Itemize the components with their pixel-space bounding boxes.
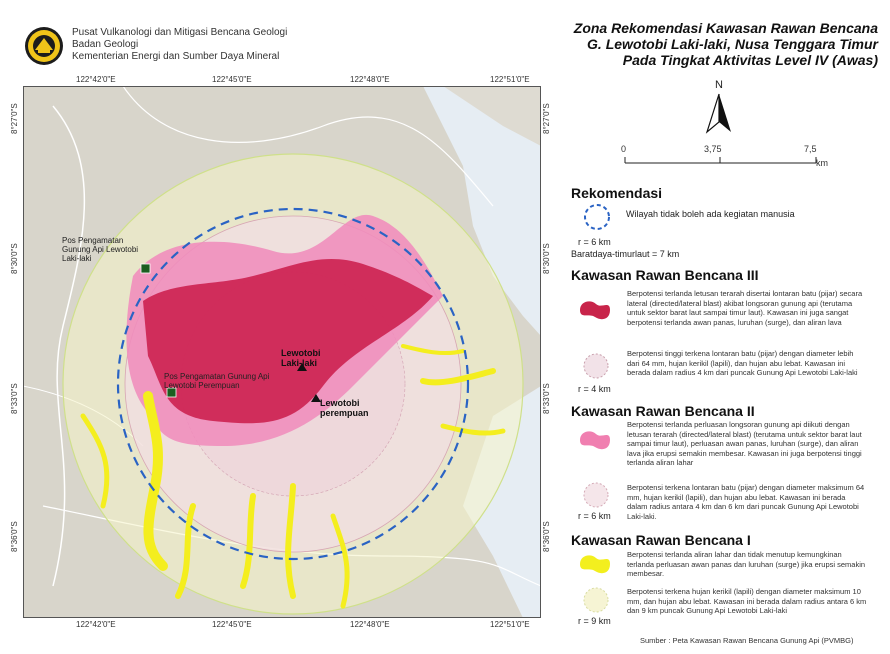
agency-logo	[24, 26, 64, 66]
north-label: N	[715, 79, 723, 91]
post2-label: Pos Pengamatan Gunung Api Lewotobi Perempuan	[164, 372, 270, 390]
legend-krb1-heading: Kawasan Rawan Bencana I	[571, 532, 751, 548]
coord-top-2: 122°45'0"E	[212, 75, 252, 84]
legend-krb2-desc1: Berpotensi terlanda perluasan longsoran gunung api diikuti dengan letusan terarah (directed/lateral blast) (terutama untuk sektor barat laut sampai timur laut), perluasan awan panas, luruhan (surge), dan aliran lava jika erupsi semakin membesar. Kawasan ini juga berpotensi tinggi terlanda aliran lahar	[627, 420, 862, 467]
legend-krb1-desc1: Berpotensi terlanda aliran lahar dan tidak menutup kemungkinan terlanda perluasan awan panas dan luruhan (surge) jika erupsi semakin membesar.	[627, 550, 866, 578]
krb2-radius-symbol-icon	[582, 481, 610, 509]
legend-rekomendasi-heading: Rekomendasi	[571, 185, 663, 201]
scale-tick-1: 3,75	[704, 144, 722, 154]
krb1-radius-symbol-icon	[582, 586, 610, 614]
coord-right-2: 8°30'0"S	[542, 243, 551, 274]
legend-rekomendasi-extra: Baratdaya-timurlaut = 7 km	[571, 249, 680, 259]
title-line-1: Zona Rekomendasi Kawasan Rawan Bencana	[573, 20, 878, 36]
legend-krb2-radius: r = 6 km	[578, 511, 611, 521]
legend-krb1-desc2: Berpotensi terkena hujan kerikil (lapili) dengan diameter maksimum 10 mm, dan hujan abu lebat. Kawasan ini berada dalam radius antara 6 km dan 9 km puncak Gunung Api Lewotobi Laki-laki	[627, 587, 867, 615]
title-line-2: G. Lewotobi Laki-laki, Nusa Tenggara Timur	[587, 36, 878, 52]
bureau-name: Badan Geologi	[72, 39, 139, 50]
krb1-swatch-icon	[577, 552, 613, 576]
coord-top-3: 122°48'0"E	[350, 75, 390, 84]
post1-label: Pos Pengamatan Gunung Api Lewotobi Laki-laki	[62, 236, 139, 263]
map-title	[518, 20, 878, 68]
ministry-name: Kementerian Energi dan Sumber Daya Mineral	[72, 51, 280, 62]
header-block	[72, 27, 287, 63]
legend-krb3-desc2: Berpotensi tinggi terkena lontaran batu (pijar) dengan diameter lebih dari 64 mm, hujan kerikil (lapili), dan hujan abu lebat. Kawasan ini berada dalam radius 4 km dari puncak Gunung Api Lewotobi Laki-laki	[627, 349, 858, 377]
coord-right-4: 8°36'0"S	[542, 521, 551, 552]
post1-icon	[141, 264, 150, 273]
legend-krb3-heading: Kawasan Rawan Bencana III	[571, 267, 759, 283]
coord-bottom-3: 122°48'0"E	[350, 620, 390, 629]
badan-geologi-logo-icon	[24, 26, 64, 66]
coord-bottom-2: 122°45'0"E	[212, 620, 252, 629]
scale-unit: km	[816, 158, 828, 168]
title-line-3: Pada Tingkat Aktivitas Level IV (Awas)	[622, 52, 878, 68]
coord-top-4: 122°51'0"E	[490, 75, 530, 84]
scale-tick-0: 0	[621, 144, 627, 154]
legend-krb1-radius: r = 9 km	[578, 616, 611, 626]
agency-name: Pusat Vulkanologi dan Mitigasi Bencana Geologi	[72, 27, 288, 38]
krb2-swatch-icon	[577, 428, 613, 452]
krb3-swatch-icon	[577, 298, 613, 322]
coord-right-1: 8°27'0"S	[542, 103, 551, 134]
peak-perempuan-text: Lewotobi perempuan	[320, 398, 369, 418]
coord-bottom-4: 122°51'0"E	[490, 620, 530, 629]
coord-left-1: 8°27'0"S	[10, 103, 19, 134]
ring-symbol-icon	[582, 202, 612, 232]
coord-left-4: 8°36'0"S	[10, 521, 19, 552]
scale-tick-2: 7,5	[804, 144, 817, 154]
peak-laki-text: Lewotobi Laki-laki	[281, 348, 321, 368]
peak-laki-label	[281, 348, 333, 368]
north-arrow-icon	[705, 92, 733, 134]
legend-krb3-radius: r = 4 km	[578, 384, 611, 394]
legend-krb3-desc1: Berpotensi terlanda letusan terarah disertai lontaran batu (pijar) secara lateral (directed/lateral blast) akibat longsoran gunung api (terutama untuk sektor barat laut sampai timur laut). Kawasan ini juga sangat berpotensi terlanda awan panas, luruhan (surge), dan aliran lava	[627, 289, 863, 327]
legend-rekomendasi-radius: r = 6 km	[578, 237, 611, 247]
coord-bottom-1: 122°42'0"E	[76, 620, 116, 629]
legend-krb2-heading: Kawasan Rawan Bencana II	[571, 403, 755, 419]
peak-perempuan-label	[320, 398, 382, 418]
coord-left-3: 8°33'0"S	[10, 383, 19, 414]
coord-left-2: 8°30'0"S	[10, 243, 19, 274]
coord-top-1: 122°42'0"E	[76, 75, 116, 84]
legend-krb2-desc2: Berpotensi terkena lontaran batu (pijar) dengan diameter maksimum 64 mm, hujan kerikil (lapili), dan hujan abu lebat. Kawasan ini berada dalam radius antara 4 km dan 6 km dari puncak Gunung Api Lewotobi Laki-laki.	[627, 483, 865, 521]
legend-rekomendasi-item: Wilayah tidak boleh ada kegiatan manusia	[626, 209, 795, 219]
scale-bar	[624, 156, 824, 164]
source-note: Sumber : Peta Kawasan Rawan Bencana Gunung Api (PVMBG)	[640, 636, 854, 645]
coord-right-3: 8°33'0"S	[542, 383, 551, 414]
krb3-radius-symbol-icon	[582, 352, 610, 380]
